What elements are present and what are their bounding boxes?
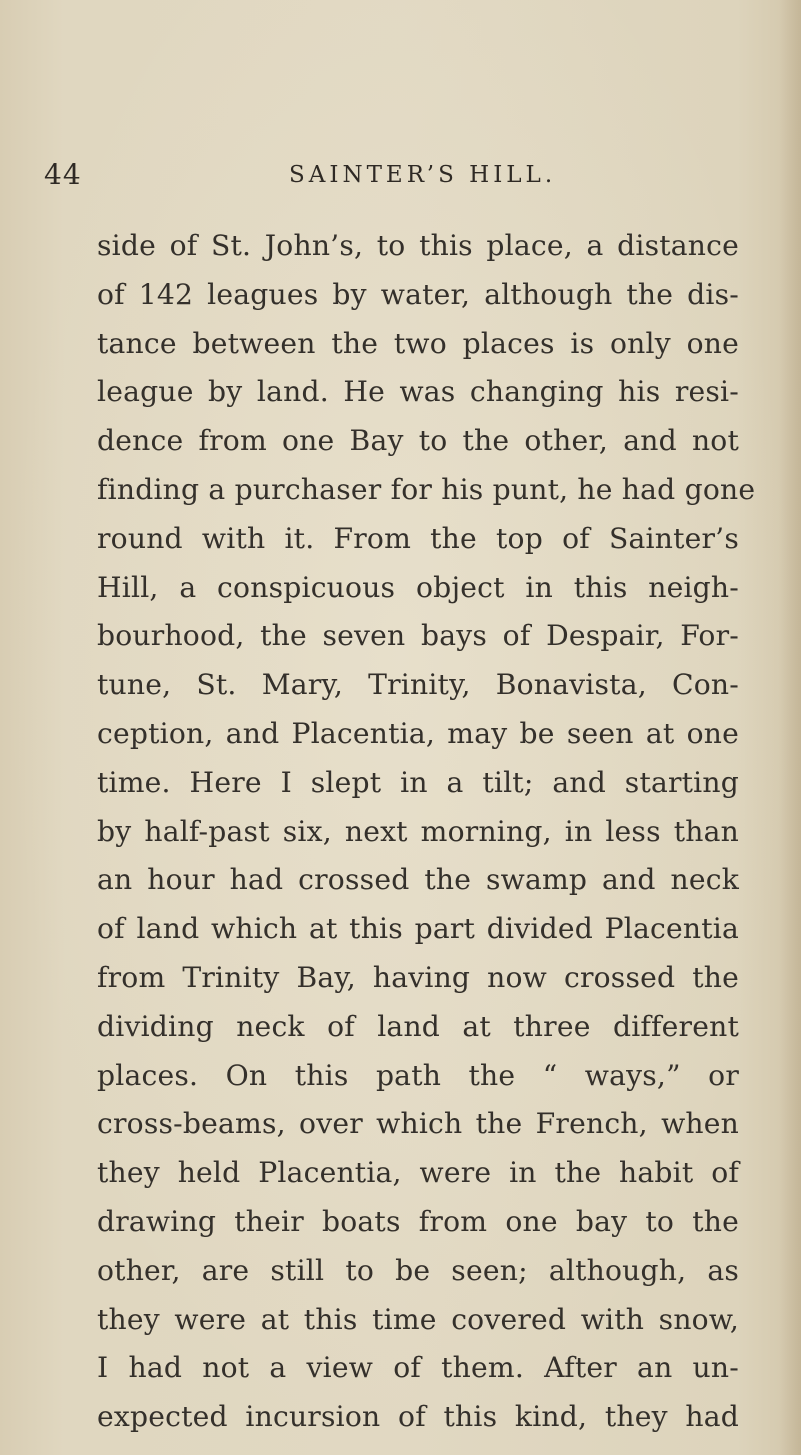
text-line: ception, and Placentia, may be seen at one	[97, 716, 739, 750]
running-title: SAINTER’S HILL.	[289, 162, 557, 188]
running-head	[0, 152, 801, 196]
text-line: dence from one Bay to the other, and not	[97, 424, 739, 458]
text-line: from Trinity Bay, having now crossed the	[97, 960, 739, 994]
body-text	[97, 222, 756, 1442]
page-number: 44	[44, 158, 82, 191]
text-line: of land which at this part divided Placentia	[97, 912, 739, 946]
text-line: round with it. From the top of Sainter’s	[97, 521, 739, 555]
text-line: dividing neck of land at three different	[97, 1009, 739, 1043]
text-line: I had not a view of them. After an un-	[97, 1351, 739, 1385]
text-line: they were at this time covered with snow,	[97, 1302, 739, 1336]
text-line: tance between the two places is only one	[97, 326, 739, 360]
text-line: they held Placentia, were in the habit of	[97, 1156, 739, 1190]
text-line: Hill, a conspicuous object in this neigh-	[97, 570, 739, 604]
text-line: expected incursion of this kind, they had	[97, 1400, 739, 1434]
text-line: by half-past six, next morning, in less than	[97, 814, 739, 848]
text-line: cross-beams, over which the French, when	[97, 1107, 739, 1141]
text-line: an hour had crossed the swamp and neck	[97, 863, 739, 897]
text-line: side of St. John’s, to this place, a distance	[97, 229, 739, 262]
text-line: tune, St. Mary, Trinity, Bonavista, Con-	[97, 668, 739, 702]
text-line: drawing their boats from one bay to the	[97, 1204, 739, 1238]
text-line: places. On this path the “ ways,” or	[97, 1058, 739, 1092]
text-line: bourhood, the seven bays of Despair, For-	[97, 619, 739, 653]
text-line: other, are still to be seen; although, as	[97, 1253, 739, 1287]
text-line: league by land. He was changing his resi-	[97, 375, 739, 409]
text-line: finding a purchaser for his punt, he had gone	[97, 472, 756, 506]
text-line: time. Here I slept in a tilt; and starting	[97, 765, 739, 799]
text-line: of 142 leagues by water, although the dis-	[97, 277, 739, 311]
